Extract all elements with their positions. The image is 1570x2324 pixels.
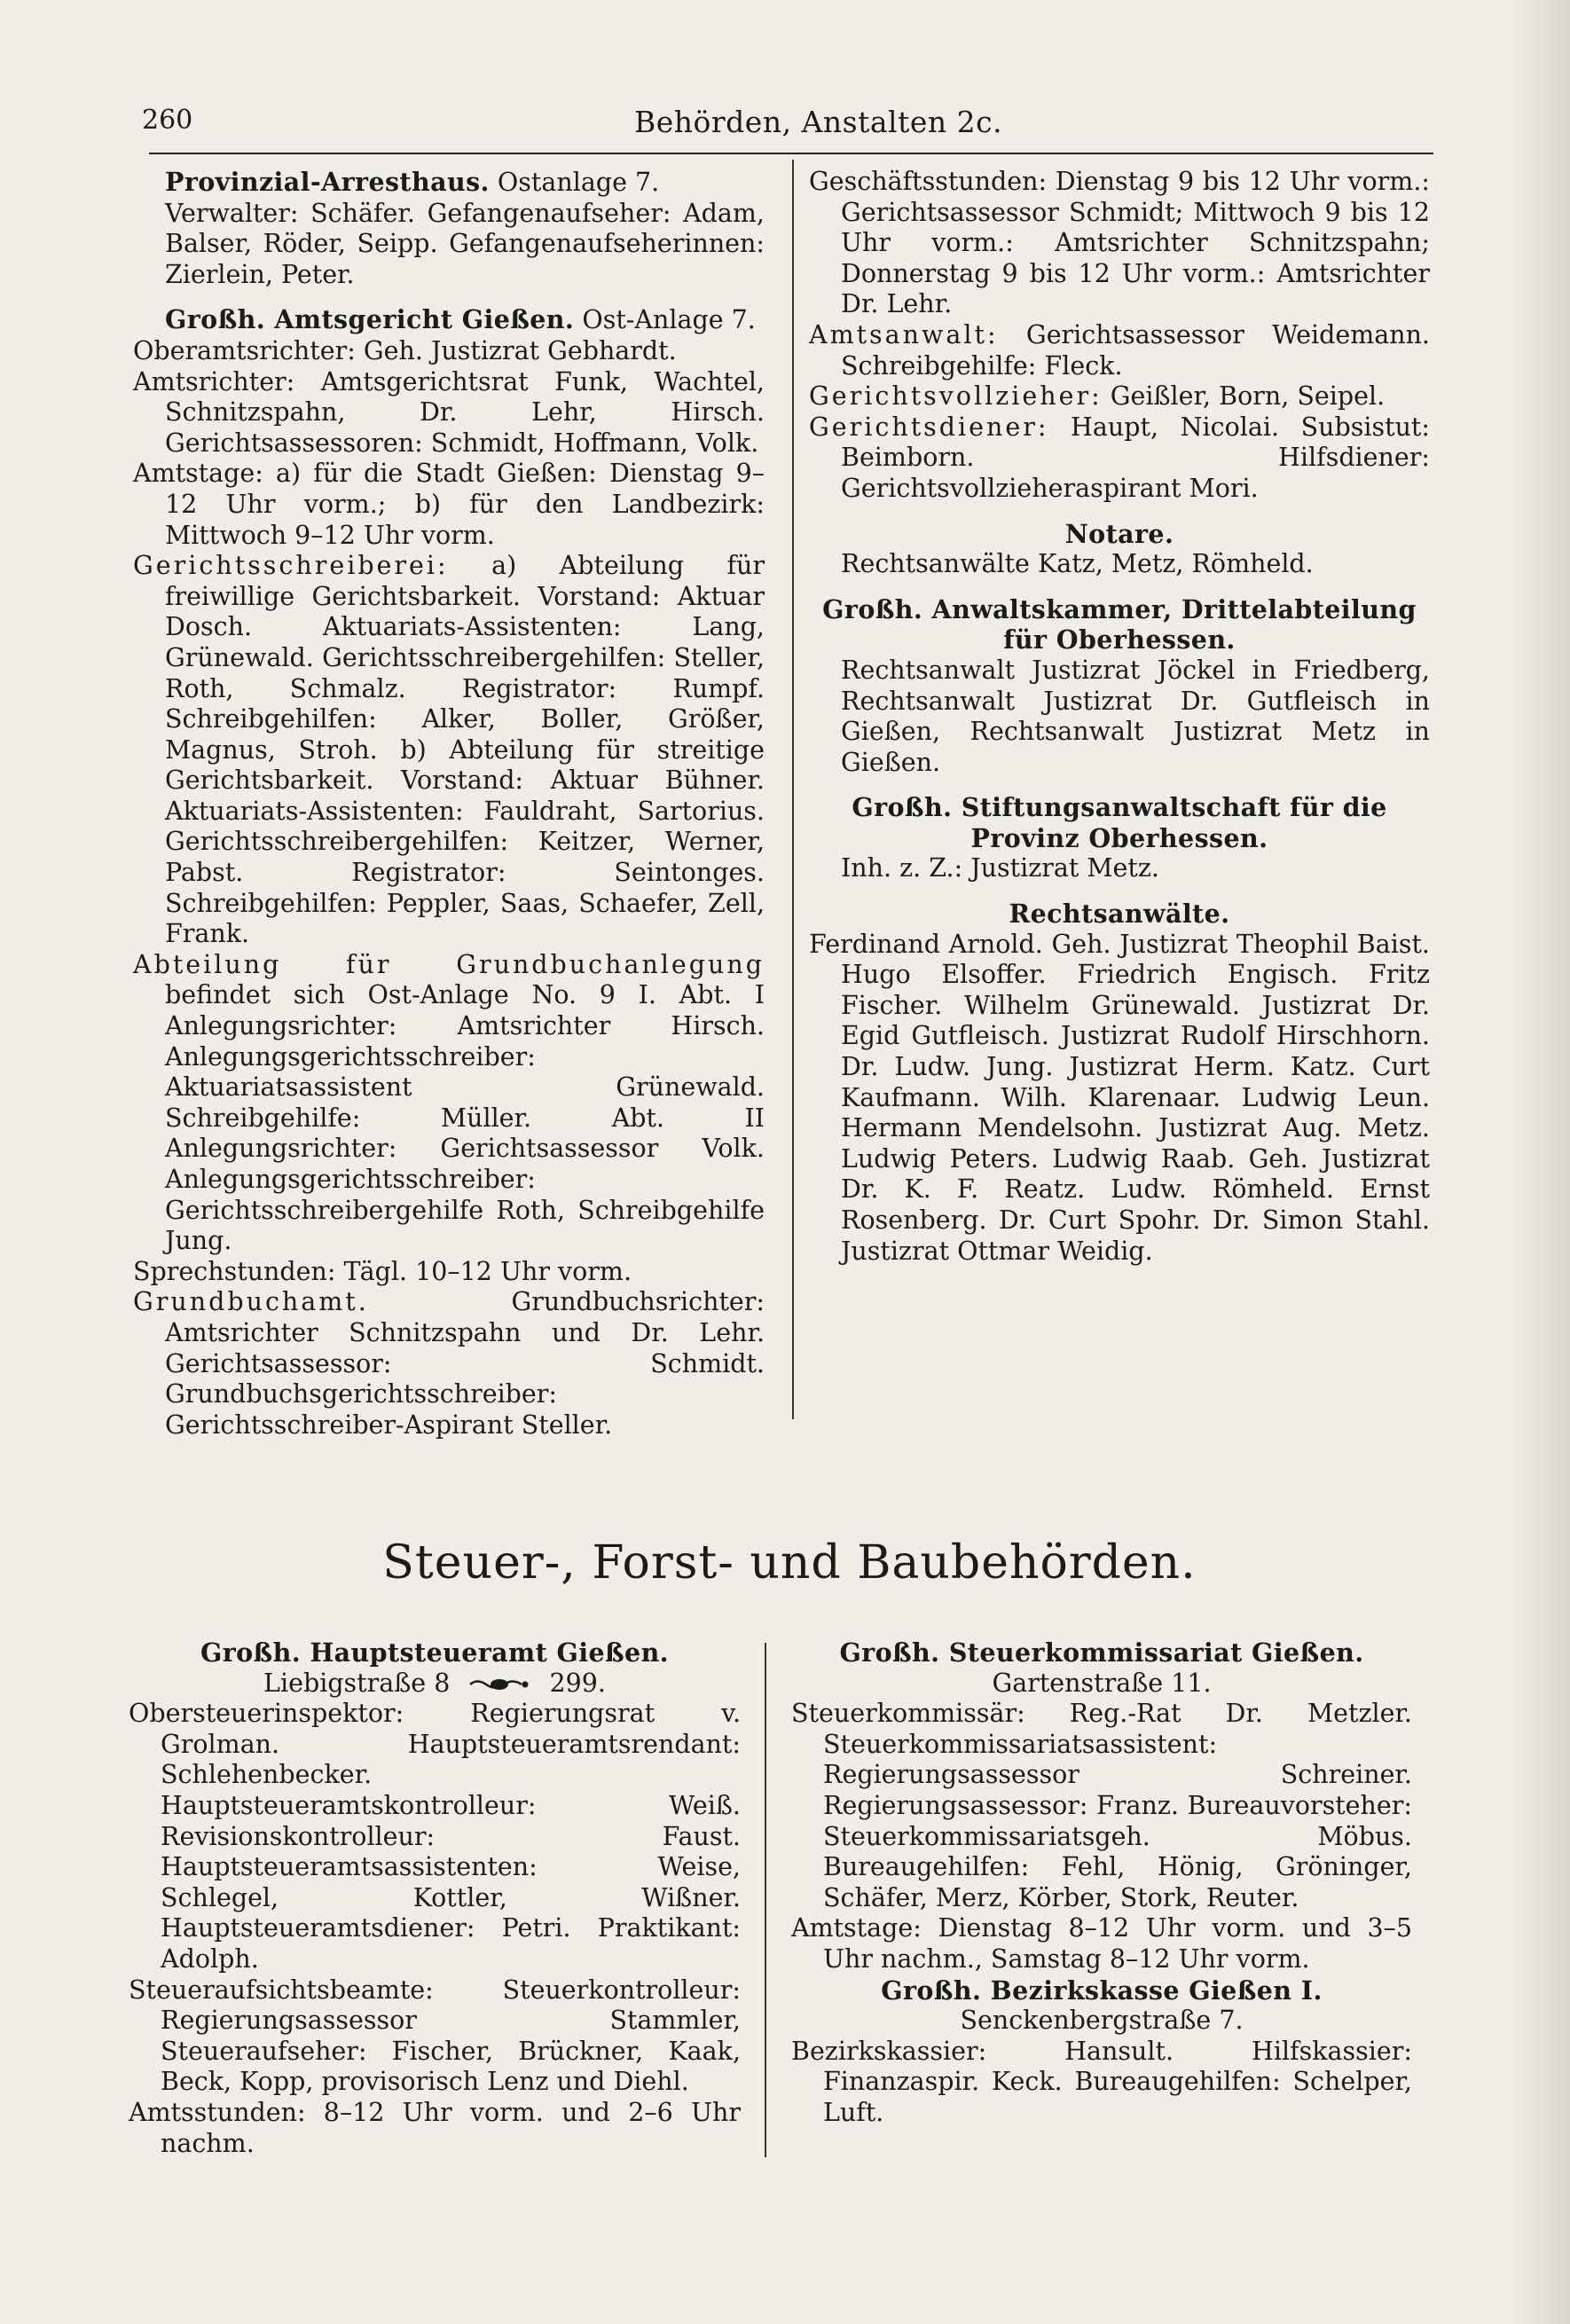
steuerkommissariat-amtstage: Amtstage: Dienstag 8–12 Uhr vorm. und 3–5 Uhr nachm., Samstag 8–12 Uhr vorm. [791,1913,1412,1974]
column-divider-lower [765,1643,766,2157]
gerichtsdiener-paragraph [809,412,1430,505]
steuerkommissariat-staff: Steuerkommissär: Reg.-Rat Dr. Metzler. Steuerkommissariatsassistent: Regierungsassessor Schreiner. Regierungsassessor: Franz. Bureauvorsteher: Steuerkommissariatsgeh. Möbus. Bureaugehilfen: Fehl, Hönig, Gröninger, Schäfer, Merz, Körber, Stork, Reuter. [791,1699,1412,1912]
spacer [809,580,1430,594]
amtsgericht-heading [133,304,765,336]
amtsstunden-paragraph: Amtsstunden: 8–12 Uhr vorm. und 2–6 Uhr nachm. [129,2097,741,2158]
geschaeftsstunden-paragraph: Geschäftsstunden: Dienstag 9 bis 12 Uhr vorm.: Gerichtsassessor Schmidt; Mittwoch 9 bis 12 Uhr vorm.: Amtsrichter Schnitzspahn; Donnerstag 9 bis 12 Uhr vorm.: Amtsrichter Dr. Lehr. [809,167,1430,319]
grundbuchamt-label: Grundbuchamt. [133,1287,369,1317]
hauptsteueramt-phone: 299. [549,1668,606,1698]
page-gutter-shadow [1508,0,1570,2324]
amtsrichter-paragraph: Amtsrichter: Amtsgerichtsrat Funk, Wachtel, Schnitzspahn, Dr. Lehr, Hirsch. Gerichtsassessoren: Schmidt, Hoffmann, Volk. [133,366,765,458]
gerichtsschreiberei-text: a) Abteilung für freiwillige Gerichtsbarkeit. Vorstand: Aktuar Dosch. Aktuariats-Assistenten: Lang, Grünewald. Gerichtsschreibergehilfen: Steller, Roth, Schmalz. Registrator: Rumpf. Schreibgehilfen: Alker, Boller, Größer, Magnus, Stroh. b) Abteilung für streitige Gerichtsbarkeit. Vorstand: Aktuar Bühner. Aktuariats-Assistenten: Fauldraht, Sartorius. Gerichtsschreibergehilfen: Keitzer, Werner, Pabst. Registrator: Seintonges. Schreibgehilfen: Peppler, Saas, Schaefer, Zell, Frank. [165,551,765,949]
arresthaus-entry [133,167,765,199]
right-column [809,167,1430,1267]
section-title: Steuer-, Forst- und Baubehörden. [382,1536,1197,1590]
gerichtsdiener-label: Gerichtsdiener: [809,412,1049,442]
amtsanwalt-text: Gerichtsassessor Weidemann. Schreibgehilfe: Fleck. [841,319,1430,381]
bezirkskasse-title: Großh. Bezirkskasse Gießen I. [881,1975,1323,2006]
grundbuchamt-text: Grundbuchsrichter: Amtsrichter Schnitzspahn und Dr. Lehr. Gerichtsassessor: Schmidt. Grundbuchsgerichtsschreiber: Gerichtsschreiber-Aspirant Steller. [165,1287,765,1440]
sprechstunden-line: Sprechstunden: Tägl. 10–12 Uhr vorm. [133,1256,632,1286]
arresthaus-title: Provinzial-Arresthaus. [165,167,490,197]
amtsanwalt-paragraph [809,320,1430,381]
amtsanwalt-label: Amtsanwalt: [809,319,999,349]
telephone-icon [468,1676,530,1692]
spacer [809,505,1430,519]
gerichtsvollzieher-text: Geißler, Born, Seipel. [1110,381,1386,412]
hauptsteueramt-staff: Obersteuerinspektor: Regierungsrat v. Grolman. Hauptsteueramtsrendant: Schlehenbecker. Hauptsteueramtskontrolleur: Weiß. Revisionskontrolleur: Faust. Hauptsteueramtsassistenten: Weise, Schlegel, Kottler, Wißner. Hauptsteueramtsdiener: Petri. Praktikant: Adolph. [129,1699,741,1974]
hauptsteueramt-title: Großh. Hauptsteueramt Gießen. [200,1637,670,1668]
notare-body: Rechtsanwälte Katz, Metz, Römheld. [841,549,1314,579]
spacer [133,290,765,304]
oberamtsrichter-line: Oberamtsrichter: Geh. Justizrat Gebhardt. [133,335,677,365]
grundbuchamt-paragraph [133,1287,765,1441]
anwaltskammer-body: Rechtsanwalt Justizrat Jöckel in Friedberg, Rechtsanwalt Justizrat Dr. Gutfleisch in Gießen, Rechtsanwalt Justizrat Metz in Gießen. [841,655,1430,777]
arresthaus-body: Verwalter: Schäfer. Gefangenaufseher: Adam, Balser, Röder, Seipp. Gefangenaufseherinnen: Zierlein, Peter. [165,198,765,289]
column-divider-upper [792,160,794,1419]
bezirkskasse-address: Senckenbergstraße 7. [960,2006,1244,2036]
grundbuchanlegung-label: Abteilung für Grundbuchanlegung [133,949,765,979]
lower-right-column [791,1637,1412,2129]
lower-left-column [129,1637,741,2159]
gerichtsschreiberei-paragraph [133,551,765,950]
grundbuchanlegung-text: befindet sich Ost-Anlage No. 9 I. Abt. I Anlegungsrichter: Amtsrichter Hirsch. Anlegungsgerichtsschreiber: Aktuariatsassistent Grünewald. Schreibgehilfe: Müller. Abt. II Anlegungsrichter: Gerichtsassessor Volk. Anlegungsgerichtsschreiber: Gerichtsschreibergehilfe Roth, Schreibgehilfe Jung. [165,980,765,1256]
gerichtsvollzieher-paragraph [809,381,1430,412]
hauptsteueramt-address: Liebigstraße 8 [263,1668,451,1698]
gerichtsdiener-text: Haupt, Nicolai. Subsistut: Beimborn. Hilfsdiener: Gerichtsvollzieheraspirant Mori. [841,412,1430,503]
arresthaus-address: Ostanlage 7. [497,168,660,197]
steuerkommissariat-title: Großh. Steuerkommissariat Gießen. [839,1637,1364,1668]
page-header [142,105,1437,151]
page-number: 260 [142,105,193,136]
rechtsanwaelte-body: Ferdinand Arnold. Geh. Justizrat Theophil Baist. Hugo Elsoffer. Friedrich Engisch. Fritz Fischer. Wilhelm Grünewald. Justizrat Dr. Egid Gutfleisch. Justizrat Rudolf Hirschhorn. Dr. Ludw. Jung. Justizrat Herm. Katz. Curt Kaufmann. Wilh. Klarenaar. Ludwig Leun. Hermann Mendelsohn. Justizrat Aug. Metz. Ludwig Peters. Ludwig Raab. Geh. Justizrat Dr. K. F. Reatz. Ludw. Römheld. Ernst Rosenberg. Dr. Curt Spohr. Dr. Simon Stahl. Justizrat Ottmar Weidig. [809,929,1430,1266]
header-rule [149,153,1433,154]
steuerkommissariat-address: Gartenstraße 11. [992,1668,1212,1698]
stiftung-title: Großh. Stiftungsanwaltschaft für die Provinz Oberhessen. [852,792,1387,853]
hauptsteueramt-address-line [129,1668,741,1700]
spacer [809,778,1430,792]
amtsgericht-title: Großh. Amtsgericht Gießen. [165,304,575,335]
anwaltskammer-title: Großh. Anwaltskammer, Drittelabteilung für Oberhessen. [822,593,1417,656]
gerichtsvollzieher-label: Gerichtsvollzieher: [809,381,1103,412]
running-title: Behörden, Anstalten 2c. [634,105,1003,139]
bezirkskasse-staff: Bezirkskassier: Hansult. Hilfskassier: Finanzaspir. Keck. Bureaugehilfen: Schelper, Luft. [791,2036,1412,2127]
notare-title: Notare. [1064,518,1174,549]
gerichtsschreiberei-label: Gerichtsschreiberei: [133,551,449,581]
rechtsanwaelte-title: Rechtsanwälte. [1009,899,1230,930]
stiftung-body: Inh. z. Z.: Justizrat Metz. [841,853,1159,883]
steueraufsicht-paragraph: Steueraufsichtsbeamte: Steuerkontrolleur: Regierungsassessor Stammler, Steueraufseher: Fischer, Brückner, Kaak, Beck, Kopp, provisorisch Lenz und Diehl. [129,1975,741,2097]
amtsgericht-address: Ost-Anlage 7. [582,305,756,335]
amtstage-paragraph: Amtstage: a) für die Stadt Gießen: Dienstag 9–12 Uhr vorm.; b) für den Landbezirk: Mittwoch 9–12 Uhr vorm. [133,459,765,550]
spacer [809,884,1430,899]
left-column [133,167,765,1441]
grundbuchanlegung-paragraph [133,950,765,1257]
